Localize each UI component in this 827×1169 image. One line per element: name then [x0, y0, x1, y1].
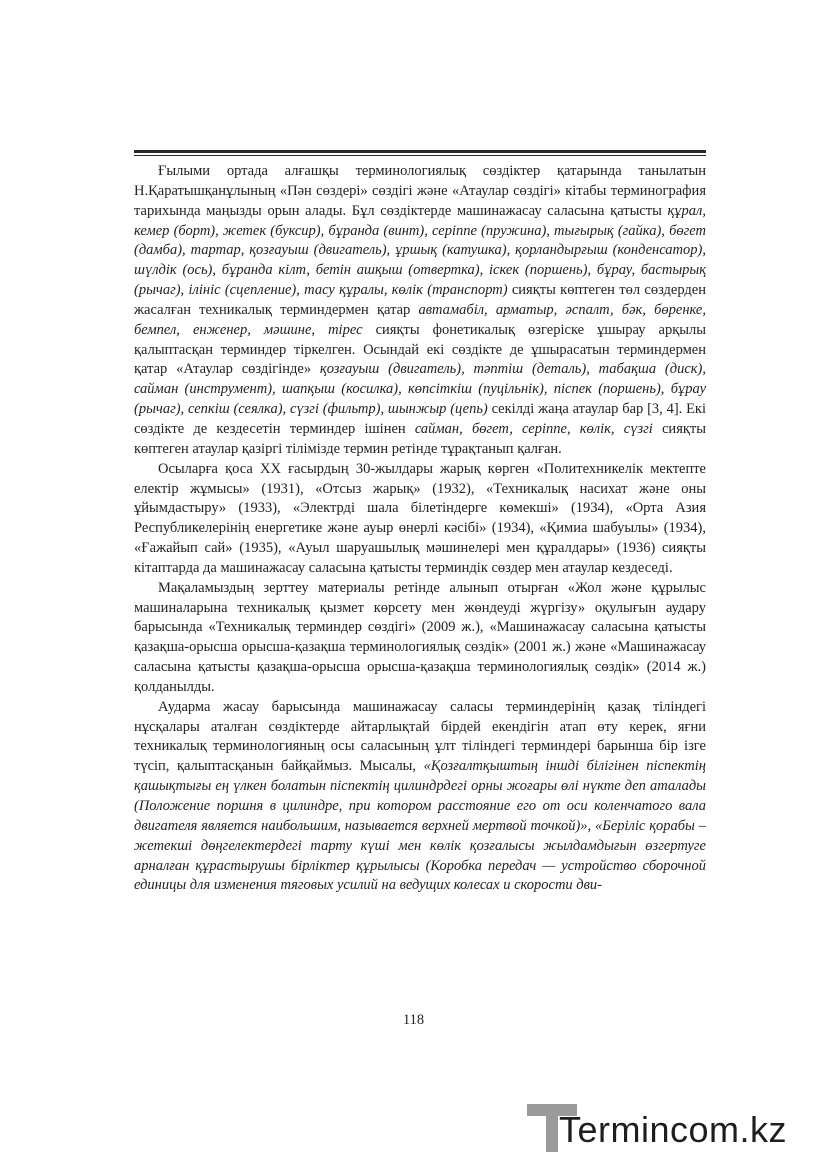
- text-run: Мақаламыздың зерттеу материалы ретінде алынып отырған «Жол және құрылыс машиналарына техникалық қызмет көрсету мен жөндеуді жүргізу» оқулығын аудару барысында «Техникалық терминдер сөздігі» (2009 ж.), «Машинажасау саласына қатысты қазақша-орысша орысша-қазақша терминологиялық сөздік» (2001 ж.) және «Машинажасау саласына қатысты қазақша-орысша орысша-қазақша терминологиялық сөздік» (2014 ж.) қолданылды.: [134, 579, 706, 695]
- paragraph: [134, 579, 706, 698]
- header-rule-thin: [134, 155, 706, 156]
- italic-term-run: қозғауыш (двигатель), тәптіш (деталь), табақша (диск), сайман (инструмент), шапқыш (косилка), көпсіткіш (пуцільнік), піспек (поршень), бұрау (рычаг), сепкіш (сеялка), сүзгі (фильтр), шынжыр (цепь): [134, 361, 706, 418]
- text-run: Ғылыми ортада алғашқы терминологиялық сөздіктер қатарында танылатын Н.Қаратышқанұлының «Пән сөздері» сөздігі және «Атаулар сөздігі» кітабы терминография тарихында маңызды орын алады. Бұл сөздіктерде машинажасау саласына қатысты: [134, 163, 706, 219]
- text-run: сияқты көптеген төл сөздерден жасалған техникалық терминдермен қатар: [134, 282, 706, 318]
- logo-text: Termincom.kz: [559, 1109, 788, 1150]
- termincom-logo: [527, 1098, 817, 1158]
- text-run: Аударма жасау барысында машинажасау саласы терминдерінің қазақ тіліндегі нұсқалары аталған сөздіктерде айтарлықтай бірдей екендігін атап өту керек, яғни техникалық терминологияның осы саласының ұлт тіліндегі терминдері барынша бір ізге түсіп, қалыптасқанын байқаймыз. Мысалы,: [134, 698, 706, 775]
- paragraph: [134, 698, 706, 896]
- italic-term-run: автамабіл, арматыр, әспалт, бәк, бөренке, бемпел, енженер, мәшине, тірес: [134, 301, 706, 338]
- italic-term-run: сайман, бөгет, серіппе, көлік, сүзгі: [414, 420, 653, 437]
- italic-term-run: құрал, кемер (борт), жетек (буксир), бұранда (винт), серіппе (пружина), тығырық (гайка), бөгет (дамба), тартар, қозғауыш (двигатель), ұршық (катушка), қорландырғыш (конденсатор), шүлдік (ось), бұранда кілт, бетін ашқыш (отвертка), іскек (поршень), бұрау, бастырық (рычаг), ілініс (сцепление), тасу құралы, көлік (транспорт): [134, 202, 706, 299]
- text-run: секілді жаңа атаулар бар [3, 4]. Екі сөздікте де кездесетін терминдер ішінен: [134, 401, 707, 437]
- paragraph: [134, 162, 706, 460]
- italic-term-run: «Қозғалтқыштың іншді білігінен піспектің қашықтығы ең үлкен болатын піспектің цилиндрдегі орны жоғары өлі нүкте деп аталады (Положение поршня в цилиндре, при котором расстояние его от оси коленчатого вала двигателя является наибольшим, называется верхней мертвой точкой)», «Беріліс қорабы – жетекші дөңгелектердегі тарту күші мен көлік қозғалысы жылдамдығын өзгертуге арналған құрастырушы бірліктер құрылысы (Коробка передач — устройство сборочной единицы для изменения тяговых усилий на ведущих колесах и скорости дви-: [134, 758, 706, 894]
- logo-t-stem-icon: [546, 1104, 558, 1152]
- text-run: сияқты фонетикалық өзгеріске ұшырау арқылы қалыптасқан терминдер тіркелген. Осындай екі сөздікте де ұшырасатын терминдермен қатар «Атаулар сөздігінде»: [134, 321, 706, 378]
- text-run: Осыларға қоса ХХ ғасырдың 30-жылдары жарық көрген «Политехникелік мектепте електір жұмысы» (1931), «Отсыз жарық» (1932), «Техникалық насихат және оны ұйымдастыру» (1933), «Электрді шала білетіндерге көмекші» (1934), «Орта Азия Республикелерінің енергетике және ауыр өнерлі кәсібі» (1934), «Қимиа шабуылы» (1934), «Ғажайып сай» (1935), «Ауыл шаруашылық мәшинелері мен құралдары» (1936) сияқты кітаптарда да машинажасау саласына қатысты терминдік сөздер мен атаулар кездеседі.: [134, 460, 706, 576]
- article-body: [134, 162, 706, 896]
- text-run: сияқты көптеген атаулар қазіргі тілімізде термин ретінде тұрақтанып қалған.: [134, 420, 706, 457]
- header-rule-thick: [134, 150, 706, 153]
- paragraph: [134, 460, 706, 579]
- page-number: 118: [402, 1012, 425, 1028]
